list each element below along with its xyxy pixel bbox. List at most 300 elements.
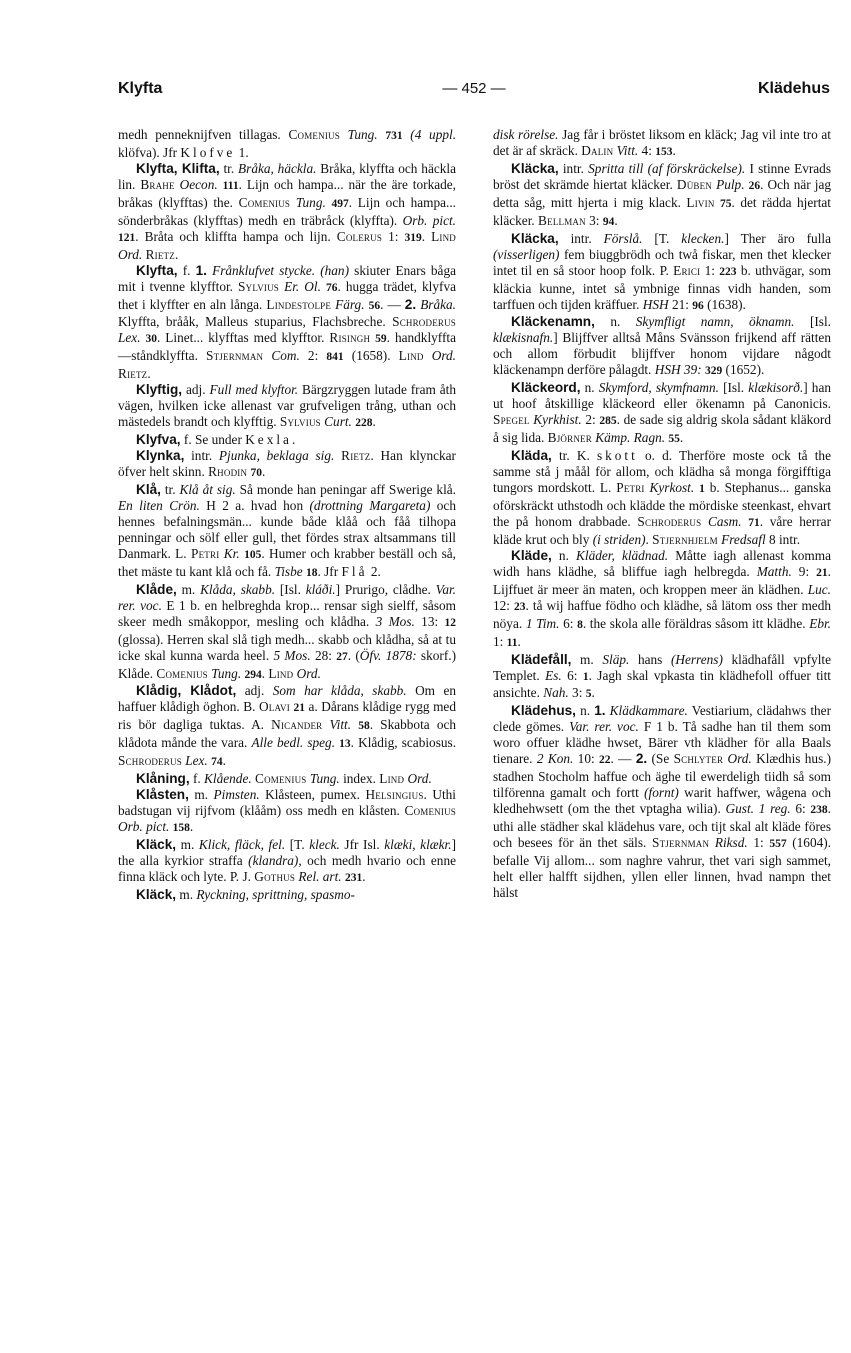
reference-number: 319 [404, 231, 422, 244]
italic-text: Full med klyftor. [209, 382, 299, 398]
text-run: . [147, 366, 151, 382]
text-run: 1: [747, 835, 770, 851]
reference-number: 56 [368, 299, 381, 312]
reference-number: 70 [250, 467, 263, 480]
text-run: 9: [791, 563, 817, 579]
italic-text: Klåda, skabb. [200, 581, 276, 597]
headword: Klåning, [136, 771, 190, 787]
text-run: . hugga trädet, klyfva thet i klyffter en aln långa. [118, 278, 457, 312]
italic-text: Oecon. [179, 176, 218, 192]
dictionary-entry [118, 382, 456, 432]
author-name: Comenius [255, 771, 307, 787]
text-run: klädhafåll vpfylte Templet. [493, 651, 831, 683]
italic-text: Ord. [727, 751, 752, 767]
reference-number: 22 [599, 754, 611, 767]
italic-text: Kr. [223, 545, 240, 561]
text-run: och hennes befalningsmän... kunde både klåå och fåå tilhopa penningar och sölf eller gull, thet fördes strax altsammans till Danmark. L. [118, 497, 456, 561]
italic-text: HSH [642, 296, 669, 312]
text-run: . [362, 868, 366, 884]
text-run: (1658). [343, 348, 399, 364]
headword: Kläda, [511, 448, 552, 464]
author-name: Rhodin [208, 464, 248, 480]
headword: Kläck, [136, 886, 177, 902]
italic-text: Pimsten. [213, 787, 260, 803]
sense-number: 2. [404, 296, 417, 312]
reference-number: 71 [748, 516, 760, 529]
author-name: Stjernhjelm [652, 531, 718, 547]
text-run [701, 514, 708, 529]
author-name: Brahe [140, 176, 175, 192]
dictionary-entry [493, 161, 831, 231]
author-name: Petri [191, 545, 220, 561]
text-run: . [291, 432, 296, 448]
italic-text: Ord. [431, 348, 456, 364]
reference-number: 94 [602, 215, 615, 228]
text-run: tr. [160, 482, 180, 498]
text-run: m. [176, 581, 201, 597]
text-run: . [174, 246, 179, 262]
dictionary-entry [118, 482, 456, 582]
reference-number: 96 [692, 299, 704, 312]
reference-number: 1 [582, 670, 589, 683]
italic-text: Kläder, klädnad. [576, 547, 669, 563]
text-run: Klædhis hus.) stadhen Stocholm haffue och äghe til ewerdeligh tiidh så som tilförenna gamalt och fortt [493, 751, 831, 801]
text-run: [Isl. [275, 581, 306, 597]
italic-text: Lex. [118, 330, 141, 346]
italic-text: 1 Tim. [525, 615, 560, 631]
text-run: . [614, 212, 618, 228]
text-run: . de sade sig aldrig skola sådant kläkord å sig lida. [493, 412, 831, 446]
italic-text: 2 Kon. [536, 751, 574, 767]
text-run: . [189, 819, 194, 835]
text-run: . det rädda hjertat kläcker. [493, 194, 831, 228]
headword: Klyftig, [136, 382, 183, 398]
author-name: Schroderus [118, 753, 182, 769]
text-run: skiuter Enars båga mit i tvenne klyfftor. [118, 262, 457, 294]
text-run: skorf.) Klåde. [118, 647, 457, 681]
text-run: [T. [285, 837, 310, 853]
text-run: m. [176, 837, 199, 853]
dictionary-entry [118, 683, 456, 771]
text-run: o. d. Therföre moste ock tå the samme stå j måål för allom, och klädha så monga förgifftiga tungors mordskott. L. [493, 448, 831, 496]
text-run: . uthi alle städher skal klädehus vare, och tijt skal alt kläde föres och besees för än thet säls. [493, 801, 831, 851]
author-name: Comenius [288, 127, 340, 142]
text-run: Så monde han peningar aff Swerige klå. [235, 482, 456, 498]
italic-text: kláði. [305, 581, 336, 597]
text-run: . [672, 142, 676, 158]
reference-number: 223 [719, 265, 737, 278]
text-run: (1604). befalle Vij allom... som naghre vahrur, thet vari sigh sammet, helt eller halfft sijdhen, yllen eller linnen, hvad nampn thet hälst [493, 835, 831, 900]
reference-number: 8 [577, 618, 583, 631]
text-run: I stinne Evrads bröst det skrämde hiertat kläcker. [493, 160, 832, 192]
italic-text: Orb. pict. [402, 212, 457, 228]
italic-text: (Herrens) [670, 651, 723, 667]
text-run: . [261, 665, 269, 681]
text-run: m. [188, 787, 214, 803]
text-run: . [645, 531, 653, 547]
spaced-text: skott [596, 448, 638, 464]
author-name: Lind [398, 348, 424, 364]
text-run: . Klådig, scabiosus. [350, 735, 457, 751]
dictionary-entry [118, 787, 456, 837]
italic-text: (i striden) [592, 531, 646, 547]
author-name: Rietz [118, 366, 148, 382]
italic-text: Kämp. Ragn. [595, 430, 666, 446]
text-run: f. [177, 262, 196, 278]
reference-number: 27 [336, 650, 348, 663]
italic-text: Bråka. [420, 296, 457, 312]
text-run: . Skabbota och klådota månde the vara. [118, 717, 457, 751]
italic-text: Tung. [211, 665, 242, 681]
italic-text: Som har klåda, skabb. [272, 683, 407, 699]
italic-text: disk rörelse. [493, 127, 559, 142]
italic-text: Nah. [543, 685, 569, 701]
text-run: . the skola alle föräldras såsom itt klädhe. [582, 615, 810, 631]
reference-number: 111 [222, 179, 239, 192]
italic-text: Ebr. [809, 615, 831, 631]
sense-number: 2. [635, 751, 648, 767]
reference-number: 294 [244, 668, 262, 681]
sense-number: 1. [195, 262, 207, 278]
reference-number: 228 [355, 417, 373, 430]
reference-number: 285 [599, 415, 617, 428]
text-run: . Linet... klyfftas med klyfftor. [157, 330, 330, 346]
italic-text: kleck. [309, 837, 340, 853]
italic-text: Bråka, häckla. [238, 160, 317, 176]
italic-text: Färg. [335, 296, 365, 312]
author-name: Lindestolpe [266, 296, 332, 312]
author-name: Rietz [145, 246, 175, 262]
author-name: Lind [268, 665, 294, 681]
text-run: 6: [561, 667, 583, 683]
italic-text: HSH [654, 362, 681, 378]
italic-text: Klädkammare. [609, 703, 688, 719]
dictionary-entry [493, 548, 831, 652]
headword: Klåde, [136, 581, 177, 597]
headword: Klyfta, Klifta, [136, 160, 220, 176]
author-name: Nicander [271, 717, 323, 733]
reference-number: 231 [344, 871, 363, 884]
italic-text: Riksd. [714, 835, 748, 851]
italic-text: (fornt) [644, 785, 679, 801]
text-run: medh penneknijfven tillagas. [118, 127, 289, 142]
text-run: H 2 a. hvad hon [199, 497, 310, 513]
headword: Klåsten, [136, 787, 189, 803]
text-run: warit haffwer, wågena och kledhehwsett (om the thet vptagha wilia). [493, 785, 832, 817]
author-name: Helsingius [365, 787, 424, 803]
italic-text: Var. rer. voc. [118, 581, 456, 613]
reference-number: 1 [699, 483, 705, 496]
italic-text: Tung. [309, 771, 340, 787]
italic-text: Kyrkhist. [533, 412, 582, 428]
text-run: ] Prurigo, clådhe. [335, 581, 436, 597]
text-run: b. Stephanus... ganska oförskräckt uthstodh och klädde the mördiske steenkast, ehvart the på honom drabbade. [493, 480, 832, 529]
italic-text: Orb. pict. [118, 819, 170, 835]
dictionary-entry [118, 263, 456, 383]
author-name: Lind [431, 228, 456, 244]
italic-text: 39: [683, 362, 702, 378]
headword: Klädehus, [511, 703, 576, 719]
text-run: n. [594, 314, 636, 330]
text-run: intr. [558, 230, 604, 246]
text-run: 2. [367, 563, 381, 579]
italic-text: Skymford, skymfnamn. [598, 380, 719, 396]
text-run: Klyffta, brååk, Malleus stuparius, Flachsbreche. [118, 314, 393, 330]
text-run: (glossa). Herren skal slå tigh medh... skabb och klådha, så at tu icke skal kunna warda heel. [118, 631, 456, 663]
header-first-word: Klyfta [118, 80, 163, 97]
text-run: intr. [558, 160, 589, 176]
text-run: Vestiarium, clädahws ther clede gömes. [493, 703, 832, 735]
dictionary-entry [118, 448, 456, 482]
author-name: Spegel [493, 412, 530, 428]
reference-number: 841 [326, 351, 344, 364]
italic-text: klecken. [681, 230, 725, 246]
dictionary-entry [493, 703, 831, 900]
text-run: hans [629, 651, 671, 667]
headword: Klynka, [136, 448, 185, 464]
text-run: Klåsteen, pumex. [259, 787, 366, 803]
headword: Klädefåll, [511, 651, 572, 667]
author-name: Erici [673, 262, 701, 278]
italic-text: (visserligen) [493, 246, 560, 262]
dictionary-entry [493, 652, 831, 704]
text-run: 8 intr. [765, 531, 801, 547]
italic-text: Förslå. [603, 230, 643, 246]
text-run: 12: [493, 597, 515, 613]
reference-number: 11 [506, 636, 518, 649]
reference-number: 158 [172, 822, 190, 835]
italic-text: 3 Mos. [375, 613, 415, 629]
text-run: 6: [790, 801, 811, 817]
reference-number: 238 [810, 804, 828, 817]
italic-text: Pjunka, beklaga sig. [218, 448, 335, 464]
sense-number: 1. [594, 703, 606, 719]
author-name: Stjernman [206, 348, 264, 364]
author-name: Livin [686, 194, 715, 210]
italic-text: Ord. [407, 771, 432, 787]
author-name: Olavi [258, 699, 290, 715]
text-run: ] Blijffver alltså Måns Svänsson frijkend aff rätten och allom förbudit blijffver honom vijdare någodt kläckenampn derföre pålagdt. [493, 330, 831, 378]
reference-number: 59 [375, 333, 387, 346]
text-run: . Och när jag detta såg, mitt hjerta i mig klack. [493, 176, 832, 210]
author-name: Petri [616, 480, 645, 496]
text-run: n. [575, 703, 595, 719]
text-run: 2: [299, 348, 327, 364]
text-run: Bärgzryggen lutade fram åth vägen, hvilken icke allenast var grufveligen trång, uthan och mästedels brandt och klyfftig. [118, 382, 456, 430]
italic-text: klækisorð. [748, 380, 804, 396]
italic-text: Lex. [185, 753, 208, 769]
text-run: ] han ut hoof åtskillige kläckeord eller ökenamn på Canonicis. [493, 380, 832, 412]
text-run: index. [339, 771, 380, 787]
dictionary-entry [118, 127, 456, 161]
text-run: a. Dårans klådige rygg med ris bör dagliga tuktas. A. [118, 699, 456, 733]
italic-text: (klandra) [248, 852, 299, 868]
text-run: f. Se under [180, 432, 246, 448]
author-name: Sylvius [238, 278, 280, 294]
text-run: . tå wij haffue födho och klädhe, så lätom oss ther medh nöya. [493, 597, 831, 631]
right-column [493, 127, 831, 901]
text-run: . våre herrar kläde krut och bly [493, 513, 831, 547]
text-run: 1. [235, 144, 249, 160]
text-run: Jfr Isl. [339, 837, 385, 853]
text-run: tr. [219, 160, 239, 176]
text-run: . — [610, 751, 636, 767]
italic-text: (4 uppl. [410, 127, 457, 142]
text-run: , och medh hvario och enne finna kläck och lyte. P. J. [118, 852, 456, 884]
text-run: 1: [700, 262, 720, 278]
reference-number: 153 [655, 145, 673, 158]
text-run: 2: [581, 412, 600, 428]
text-run: klöfva). Jfr [118, 144, 181, 160]
italic-text: Var. rer. voc. [569, 719, 639, 735]
italic-text: klækisnafn. [493, 330, 554, 346]
text-run: 4: [638, 142, 656, 158]
text-run: [Isl. [718, 380, 749, 396]
dictionary-entry [493, 380, 831, 448]
dictionary-entry [493, 448, 831, 548]
text-run: [T. [642, 230, 682, 246]
italic-text: Klick, fläck, fel. [198, 837, 286, 853]
dictionary-entry [493, 314, 831, 380]
text-run: . Jfr [317, 563, 342, 579]
headword: Kläckeord, [511, 380, 581, 396]
italic-text: Matth. [756, 563, 792, 579]
reference-number: 18 [305, 566, 318, 579]
dictionary-entry [118, 887, 456, 903]
italic-text: Er. Ol. [284, 278, 321, 294]
text-run: Måtte iagh allenast komma widh hans klädhe, så bliffue iagh helbregda. [493, 547, 832, 579]
text-run: . [679, 430, 684, 446]
text-run: . [222, 753, 226, 769]
dictionary-entry [493, 127, 831, 161]
text-run: . Bråta och kliffta hampa och lijn. [135, 228, 337, 244]
text-run: 13: [414, 613, 445, 629]
text-run: . Lijn och hampa... när the äre torkade, bråkas (klyfftas) the. [118, 176, 456, 210]
left-column [118, 127, 456, 903]
text-run: Om en haffuer klådigh öghon. B. [118, 683, 457, 715]
italic-text: Ryckning, sprittning, spasmo- [196, 886, 355, 902]
author-name: Schlyter [673, 751, 724, 767]
italic-text: Curt. [324, 414, 352, 430]
text-run: 21: [668, 296, 693, 312]
reference-number: 23 [514, 600, 526, 613]
text-run: f. [189, 771, 205, 787]
author-name: Schroderus [392, 314, 456, 330]
italic-text: Frånklufvet stycke. [212, 262, 316, 278]
text-run: . [262, 464, 266, 480]
headword: Klyfva, [136, 432, 181, 448]
headword: Kläckenamn, [511, 314, 595, 330]
text-run: n. [551, 547, 577, 563]
reference-number: 21 [816, 566, 828, 579]
spaced-text: Klofve [180, 144, 236, 160]
text-run: . Lijn och hampa... sönderbråkas (klyfftas) medh en träbråck (klyffta). [118, 194, 457, 228]
dictionary-entry [118, 432, 456, 448]
italic-text: (drottning Margareta) [309, 497, 431, 513]
headword: Kläcka, [511, 230, 559, 246]
reference-number: 76 [325, 281, 338, 294]
author-name: Düben [676, 176, 712, 192]
italic-text: Rel. art. [298, 868, 342, 884]
italic-text: Kyrkost. [649, 480, 695, 496]
text-run: . [591, 685, 595, 701]
italic-text: Klå åt sig. [179, 482, 236, 498]
text-run: 1: [493, 633, 507, 649]
headword: Kläde, [511, 547, 552, 563]
italic-text: Tisbe [274, 563, 303, 579]
text-run: (1638). [703, 296, 746, 312]
reference-number: 55 [668, 433, 680, 446]
italic-text: Ord. [118, 246, 143, 262]
author-name: Sylvius [279, 414, 321, 430]
text-run: . Jagh skal vpkasta tin klädhefoll offuer titt ansichte. [493, 667, 831, 701]
reference-number: 121 [118, 231, 136, 244]
author-name: Björner [547, 430, 592, 446]
dictionary-entry [493, 231, 831, 315]
dictionary-entry [118, 582, 456, 684]
author-name: Bellman [538, 212, 586, 228]
author-name: Rietz [341, 448, 371, 464]
text-run: 6: [559, 615, 578, 631]
text-run: (Se [647, 751, 674, 767]
text-run: . Uthi badstugan vij rijfvom (klååm) oss medh en klåsten. [118, 787, 456, 819]
headword: Klyfta, [136, 262, 178, 278]
reference-number: 105 [244, 548, 262, 561]
italic-text: Ord. [296, 665, 321, 681]
reference-number: 13 [339, 738, 351, 751]
author-name: Colerus [336, 228, 383, 244]
text-run: tr. K. [551, 448, 597, 464]
text-run: . [372, 414, 376, 430]
header-last-word: Klädehus [757, 80, 830, 97]
italic-text: Vitt. [616, 142, 639, 158]
italic-text: Casm. [707, 513, 742, 529]
italic-text: Luc. [807, 581, 831, 597]
author-name: Stjernman [651, 835, 710, 851]
italic-text: Öfv. 1878: [359, 647, 417, 663]
headword: Klådig, Klådot, [136, 683, 237, 699]
text-run: . Lijffuet är meer än maten, och kroppen meer än klädhen. [493, 563, 831, 597]
text-run: . Han klynckar öfver helt skinn. [118, 448, 456, 480]
italic-text: (han) [320, 262, 350, 278]
text-run: fem biuggbrödh och twå fiskar, men thet klecker intet til en så stoor hoop folk. P. [493, 246, 831, 278]
text-run [322, 717, 329, 732]
text-run: [Isl. [794, 314, 831, 330]
text-run: b. uthvägar, som kläckia kunne, intet så ymbnige finnas vidh handen, som tarffuen och tijden kräffuer. [493, 262, 831, 312]
author-name: Schroderus [637, 513, 702, 529]
headword: Kläck, [136, 837, 177, 853]
reference-number: 5 [585, 688, 592, 701]
italic-text: Spritta till (af förskräckelse). [588, 160, 746, 176]
dictionary-entry [118, 771, 456, 787]
author-name: Dalin [581, 142, 614, 158]
reference-number: 74 [211, 756, 223, 769]
text-run: 28: [310, 647, 337, 663]
text-run: ] the alla kyrkior straffa [118, 837, 456, 868]
text-run: intr. [184, 448, 219, 464]
italic-text: Pulp. [716, 176, 745, 192]
dictionary-entry [118, 161, 456, 263]
italic-text: Es. [545, 667, 562, 683]
italic-text: Com. [271, 348, 300, 364]
text-run: 3: [568, 685, 586, 701]
reference-number: 497 [331, 197, 349, 210]
text-run [340, 127, 348, 142]
headword: Kläcka, [511, 160, 559, 176]
dictionary-entry [118, 837, 456, 887]
text-run: adj. [182, 382, 210, 398]
text-run: E 1 b. en helbreghda krop... rensar sigh sielff, såsom skeer medh småkoppor, mesling och klådha. [118, 597, 456, 629]
